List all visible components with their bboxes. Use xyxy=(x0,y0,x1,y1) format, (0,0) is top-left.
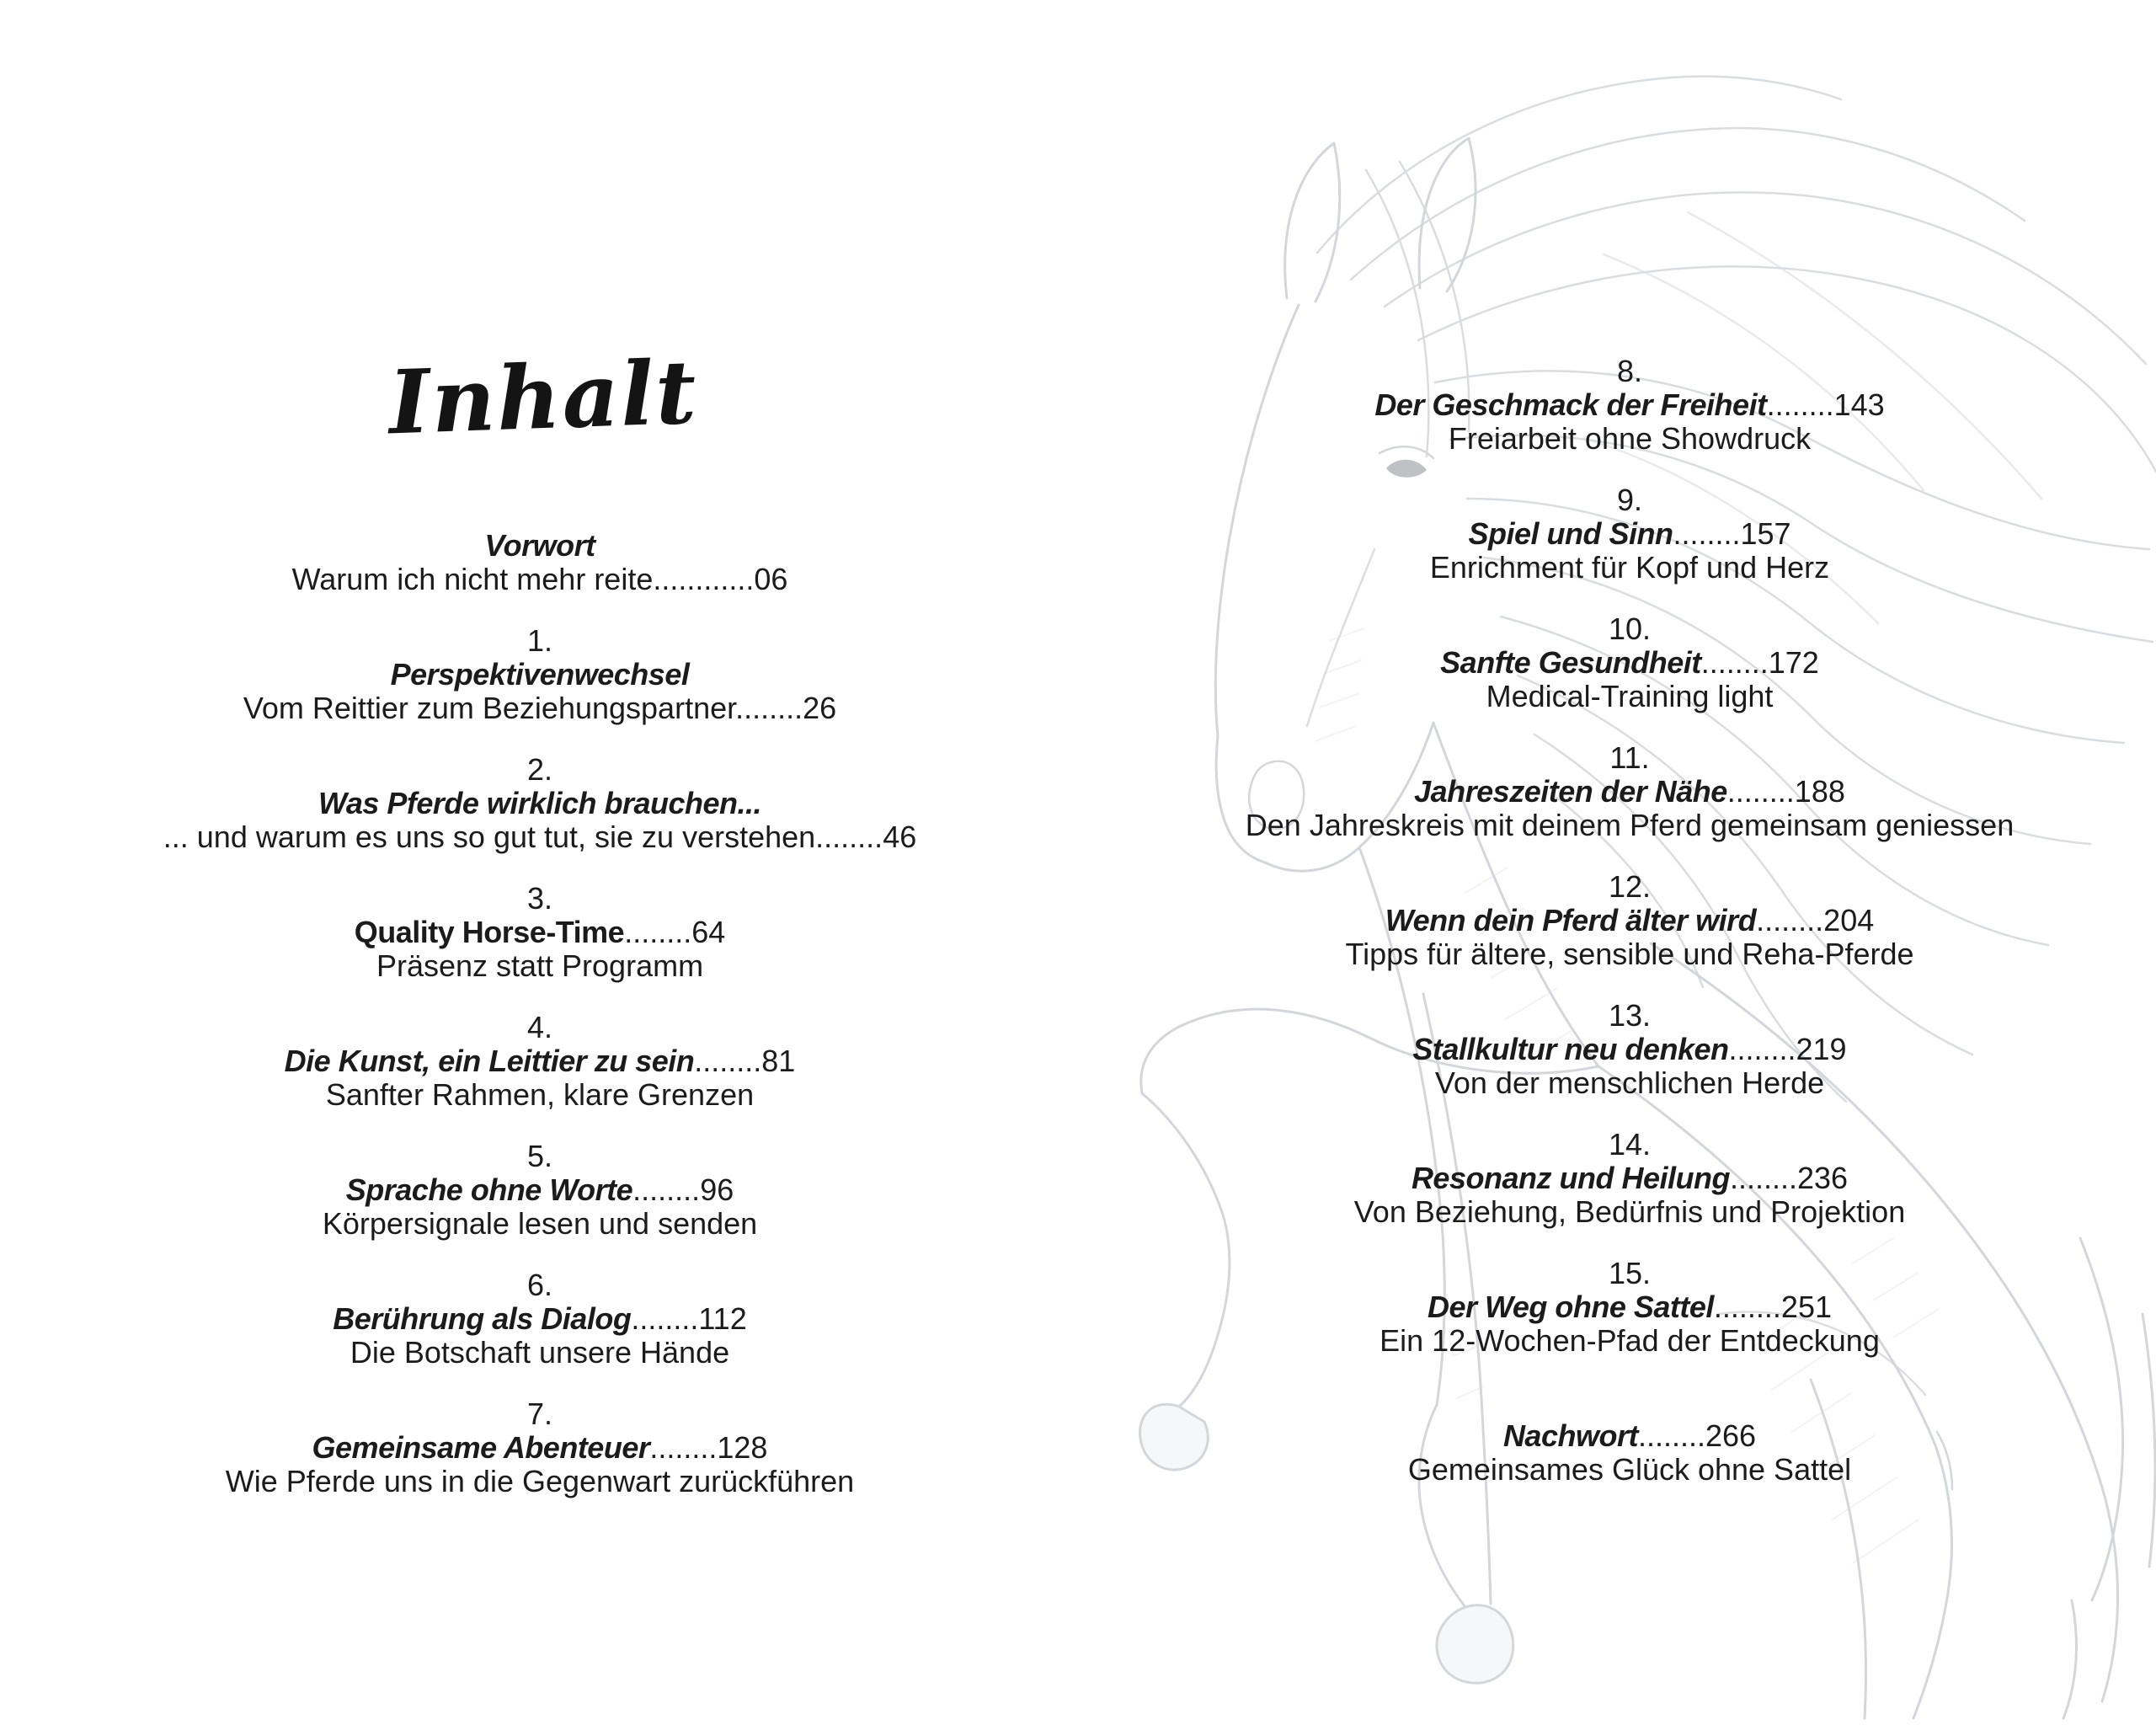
page-number: 219 xyxy=(1796,1032,1847,1066)
chapter-subtitle: Körpersignale lesen und senden xyxy=(322,1206,758,1241)
dot-leader: ........ xyxy=(1726,774,1795,809)
chapter-title: Spiel und Sinn xyxy=(1468,516,1673,551)
page-number: 06 xyxy=(754,562,788,596)
chapter-subtitle: Gemeinsames Glück ohne Sattel xyxy=(1407,1452,1852,1487)
chapter-number: 4. xyxy=(526,1010,553,1044)
dot-leader: ........ xyxy=(1700,645,1769,680)
chapter-number: 13. xyxy=(1608,998,1652,1033)
toc-entry-4 xyxy=(119,1011,961,1112)
dot-leader: ........ xyxy=(624,915,692,949)
chapter-number: 2. xyxy=(526,752,553,787)
toc-entry-1 xyxy=(119,624,961,725)
horse-hoof-hanging xyxy=(1437,1605,1513,1683)
dot-leader: ........ xyxy=(1673,516,1741,551)
toc-entry-vorwort xyxy=(119,529,961,596)
toc-entry-14 xyxy=(1209,1128,2051,1229)
chapter-subtitle: Von der menschlichen Herde xyxy=(1434,1065,1825,1100)
chapter-subtitle: Von Beziehung, Bedürfnis und Projektion xyxy=(1353,1194,1906,1229)
chapter-title: Sprache ohne Worte xyxy=(345,1172,633,1207)
chapter-subtitle: Ein 12-Wochen-Pfad der Entdeckung xyxy=(1380,1323,1880,1358)
chapter-number: 9. xyxy=(1616,483,1643,517)
dot-leader: ........ xyxy=(694,1044,762,1078)
page-number: 46 xyxy=(883,820,917,854)
toc-entry-2 xyxy=(119,753,961,854)
chapter-number: 14. xyxy=(1608,1127,1652,1162)
toc-entry-7 xyxy=(119,1397,961,1498)
chapter-number: 12. xyxy=(1608,869,1652,904)
chapter-title: Der Weg ohne Sattel xyxy=(1428,1290,1714,1324)
dot-leader: ........ xyxy=(1756,903,1824,937)
toc-entry-3 xyxy=(119,882,961,983)
dot-leader: ........ xyxy=(735,691,803,725)
page-number: 143 xyxy=(1833,387,1885,422)
horse-hoof-raised xyxy=(1140,1404,1209,1470)
chapter-title: Sanfte Gesundheit xyxy=(1440,645,1701,680)
page-number: 204 xyxy=(1823,903,1875,937)
chapter-title: Quality Horse-Time xyxy=(354,915,625,949)
dot-leader: ............ xyxy=(653,562,755,596)
chapter-number: 15. xyxy=(1608,1256,1652,1290)
chapter-title: Die Kunst, ein Leittier zu sein xyxy=(284,1044,695,1078)
chapter-subtitle: ... und warum es uns so gut tut, sie zu verstehen xyxy=(163,820,816,854)
toc-entry-nachwort xyxy=(1209,1386,2051,1487)
page-number: 251 xyxy=(1780,1290,1832,1324)
chapter-subtitle: Sanfter Rahmen, klare Grenzen xyxy=(325,1077,755,1112)
toc-entry-10 xyxy=(1209,612,2051,713)
chapter-subtitle: Warum ich nicht mehr reite xyxy=(291,562,654,596)
chapter-title: Was Pferde wirklich brauchen... xyxy=(318,786,761,820)
dot-leader: ........ xyxy=(1728,1032,1796,1066)
chapter-subtitle: Enrichment für Kopf und Herz xyxy=(1429,550,1830,585)
dot-leader: ........ xyxy=(632,1172,701,1207)
dot-leader: ........ xyxy=(815,820,883,854)
dot-leader: ........ xyxy=(1766,387,1834,422)
chapter-title: Perspektivenwechsel xyxy=(390,657,690,692)
chapter-title: Vorwort xyxy=(484,528,595,563)
chapter-subtitle: Die Botschaft unsere Hände xyxy=(350,1335,730,1370)
chapter-title: Resonanz und Heilung xyxy=(1411,1161,1730,1195)
chapter-title: Berührung als Dialog xyxy=(333,1301,632,1336)
chapter-number: 3. xyxy=(526,881,553,916)
dot-leader: ........ xyxy=(1729,1161,1797,1195)
toc-entry-6 xyxy=(119,1268,961,1370)
chapter-title: Der Geschmack der Freiheit xyxy=(1374,387,1767,422)
chapter-number: 10. xyxy=(1608,611,1652,646)
chapter-subtitle: Medical-Training light xyxy=(1486,679,1774,713)
chapter-title: Jahreszeiten der Nähe xyxy=(1414,774,1727,809)
page-number: 64 xyxy=(691,915,726,949)
toc-entry-13 xyxy=(1209,999,2051,1100)
chapter-subtitle: Tipps für ältere, sensible und Reha-Pferde xyxy=(1345,937,1914,971)
dot-leader: ........ xyxy=(649,1430,718,1465)
toc-column-right xyxy=(1209,355,2051,1487)
page-number: 157 xyxy=(1740,516,1791,551)
dot-leader: ........ xyxy=(1713,1290,1781,1324)
page-number: 266 xyxy=(1705,1418,1757,1453)
chapter-title: Nachwort xyxy=(1502,1418,1638,1453)
chapter-title: Gemeinsame Abenteuer xyxy=(312,1430,650,1465)
chapter-number: 6. xyxy=(526,1268,553,1302)
toc-entry-15 xyxy=(1209,1257,2051,1358)
chapter-number: 8. xyxy=(1616,354,1643,388)
toc-column-left xyxy=(119,529,961,1498)
toc-entry-8 xyxy=(1209,355,2051,456)
toc-entry-11 xyxy=(1209,741,2051,842)
toc-entry-9 xyxy=(1209,483,2051,585)
chapter-subtitle: Präsenz statt Programm xyxy=(376,948,704,983)
toc-entry-12 xyxy=(1209,870,2051,971)
page-number: 236 xyxy=(1796,1161,1849,1195)
page-number: 172 xyxy=(1768,645,1819,680)
page-title: Inhalt xyxy=(387,339,700,455)
chapter-subtitle: Vom Reittier zum Beziehungspartner xyxy=(243,691,736,725)
page-number: 81 xyxy=(761,1044,796,1078)
chapter-number: 1. xyxy=(526,623,553,658)
page-number: 26 xyxy=(803,691,837,725)
chapter-subtitle: Wie Pferde uns in die Gegenwart zurückführen xyxy=(225,1464,855,1498)
toc-entry-5 xyxy=(119,1140,961,1241)
page-number: 128 xyxy=(717,1430,768,1465)
horse-tail xyxy=(2102,1499,2118,1701)
chapter-number: 7. xyxy=(526,1397,553,1431)
chapter-number: 11. xyxy=(1609,740,1650,775)
chapter-number: 5. xyxy=(526,1139,553,1173)
page-number: 96 xyxy=(700,1172,734,1207)
page-number: 188 xyxy=(1794,774,1845,809)
chapter-subtitle: Freiarbeit ohne Showdruck xyxy=(1448,421,1812,456)
chapter-title: Stallkultur neu denken xyxy=(1412,1032,1729,1066)
dot-leader: ........ xyxy=(1637,1418,1705,1453)
chapter-subtitle: Den Jahreskreis mit deinem Pferd gemeinsam geniessen xyxy=(1245,808,2015,842)
page-number: 112 xyxy=(698,1301,747,1336)
dot-leader: ........ xyxy=(631,1301,699,1336)
chapter-title: Wenn dein Pferd älter wird xyxy=(1385,903,1757,937)
